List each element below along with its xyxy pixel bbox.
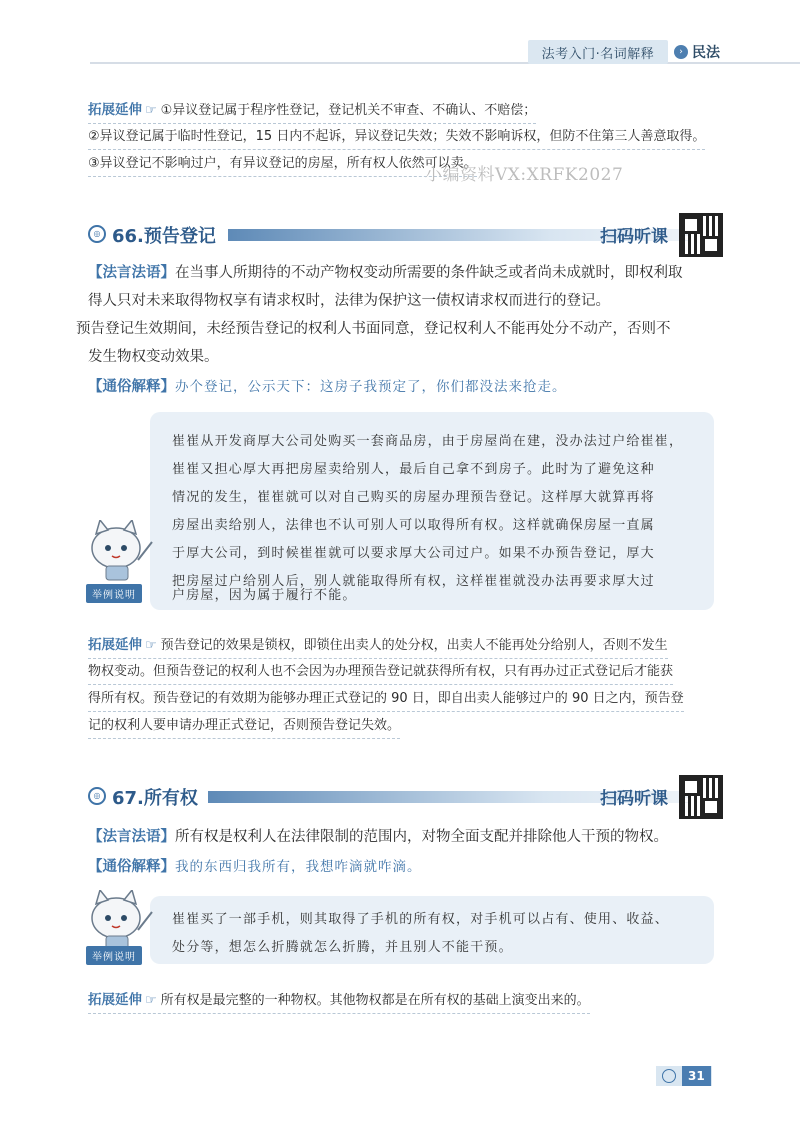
ext66-line-3: 得所有权。预告登记的有效期为能够办理正式登记的 90 日，即自出卖人能够过户的 90 日之内，预告登 bbox=[88, 689, 684, 712]
popular-67: 【通俗解释】我的东西归我所有，我想咋滴就咋滴。 bbox=[88, 859, 422, 875]
watermark: 小编资料VX:XRFK2027 bbox=[425, 165, 624, 185]
example-tag: 举例说明 bbox=[86, 584, 142, 603]
pointing-hand-icon: ☞ bbox=[145, 103, 157, 118]
circle-badge-icon: ◎ bbox=[88, 225, 106, 243]
law-67: 【法言法语】所有权是权利人在法律限制的范围内，对物全面支配并排除他人干预的物权。 bbox=[88, 829, 668, 845]
section-67-title: 67.所有权 bbox=[112, 788, 198, 809]
page-number-badge bbox=[656, 1066, 712, 1086]
example-line-3: 情况的发生，崔崔就可以对自己购买的房屋办理预告登记。这样厚大就算再将 bbox=[172, 490, 655, 505]
example-67-line-1: 崔崔买了一部手机，则其取得了手机的所有权，对手机可以占有、使用、收益、 bbox=[172, 912, 670, 927]
qr-code-icon[interactable] bbox=[679, 775, 723, 819]
law-line-3: 预告登记生效期间，未经预告登记的权利人书面同意，登记权利人不能再处分不动产，否则不 bbox=[76, 321, 671, 337]
header-line bbox=[90, 62, 800, 64]
extension-label: 拓展延伸 bbox=[88, 102, 142, 118]
mascot-icon bbox=[86, 890, 156, 952]
ext66-line-1: 拓展延伸 ☞ 预告登记的效果是锁权，即锁住出卖人的处分权，出卖人不能再处分给别人，否则不发生 bbox=[88, 635, 668, 659]
law-line-4: 发生物权变动效果。 bbox=[88, 349, 219, 365]
page-number: 31 bbox=[682, 1066, 711, 1086]
scan-label: 扫码听课 bbox=[600, 227, 668, 247]
example-line-5: 于厚大公司，到时候崔崔就可以要求厚大公司过户。如果不办预告登记，厚大 bbox=[172, 546, 655, 561]
circle-badge-icon: ◎ bbox=[88, 787, 106, 805]
example-line-7: 户房屋，因为属于履行不能。 bbox=[172, 588, 357, 603]
example-67-line-2: 处分等，想怎么折腾就怎么折腾，并且别人不能干预。 bbox=[172, 940, 513, 955]
top-extension-line-2: ②异议登记属于临时性登记，15 日内不起诉，异议登记失效；失效不影响诉权，但防不住第三人善意取得。 bbox=[88, 127, 705, 150]
chevron-right-icon: › bbox=[674, 45, 688, 59]
example-line-6: 把房屋过户给别人后，别人就能取得所有权，这样崔崔就没办法再要求厚大过 bbox=[172, 574, 655, 589]
header-book-tab: 法考入门·名词解释 bbox=[528, 40, 668, 64]
pointing-hand-icon: ☞ bbox=[145, 638, 157, 653]
example-line-4: 房屋出卖给别人，法律也不认可别人可以取得所有权。这样就确保房屋一直属 bbox=[172, 518, 655, 533]
ext67-line: 拓展延伸 ☞ 所有权是最完整的一种物权。其他物权都是在所有权的基础上演变出来的。 bbox=[88, 990, 590, 1014]
popular-explanation: 【通俗解释】办个登记，公示天下：这房子我预定了，你们都没法来抢走。 bbox=[88, 379, 567, 395]
pointing-hand-icon: ☞ bbox=[145, 993, 157, 1008]
mascot-icon bbox=[86, 520, 156, 582]
law-line-2: 得人只对未来取得物权享有请求权时，法律为保护这一债权请求权而进行的登记。 bbox=[88, 293, 610, 309]
section-67-head bbox=[88, 784, 718, 812]
ext66-line-2: 物权变动。但预告登记的权利人也不会因为办理预告登记就获得所有权，只有再办过正式登记后才能获 bbox=[88, 662, 673, 685]
circle-page-icon bbox=[662, 1069, 676, 1083]
example-tag: 举例说明 bbox=[86, 946, 142, 965]
example-line-2: 崔崔又担心厚大再把房屋卖给别人，最后自己拿不到房子。此时为了避免这种 bbox=[172, 462, 655, 477]
section-66-head bbox=[88, 222, 718, 250]
header-subject: 民法 bbox=[692, 45, 720, 61]
scan-label: 扫码听课 bbox=[600, 789, 668, 809]
top-extension-line-1: 拓展延伸 ☞ ①异议登记属于程序性登记，登记机关不审查、不确认、不赔偿； bbox=[88, 100, 536, 124]
top-extension-line-3: ③异议登记不影响过户，有异议登记的房屋，所有权人依然可以卖。 bbox=[88, 154, 477, 177]
section-66-title: 66.预告登记 bbox=[112, 226, 216, 247]
qr-code-icon[interactable] bbox=[679, 213, 723, 257]
law-line-1: 【法言法语】在当事人所期待的不动产物权变动所需要的条件缺乏或者尚未成就时，即权利取 bbox=[88, 265, 683, 281]
ext66-line-4: 记的权利人要申请办理正式登记，否则预告登记失效。 bbox=[88, 716, 400, 739]
example-line-1: 崔崔从开发商厚大公司处购买一套商品房，由于房屋尚在建，没办法过户给崔崔， bbox=[172, 434, 684, 449]
